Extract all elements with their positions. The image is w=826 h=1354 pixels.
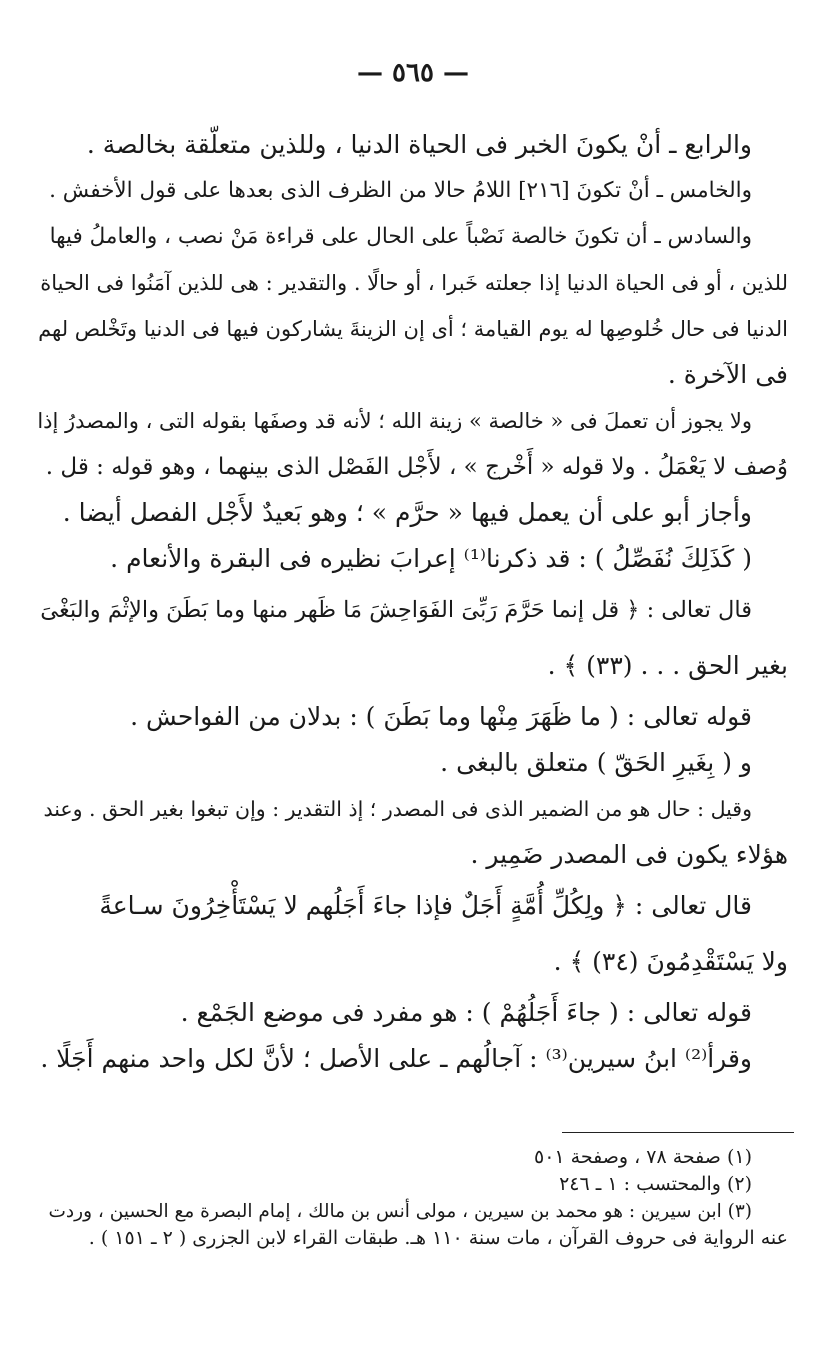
text-line: وأجاز أبو على أن يعمل فيها « حرَّم » ؛ وهو بَعيدٌ لأَجْل الفصل أيضا . [62, 498, 752, 527]
footnote-line: (١) صفحة ٧٨ ، وصفحة ٥٠١ [534, 1146, 752, 1168]
text-line: ( كَذَلِكَ نُفَصِّلُ ) : قد ذكرنا⁽¹⁾ إعرابَ نظيره فى البقرة والأنعام . [110, 544, 752, 573]
main-text [36, 122, 788, 1082]
text-line: وقيل : حال هو من الضمير الذى فى المصدر ؛ إذ التقدير : وإن تبغوا بغير الحق . وعند [43, 797, 752, 821]
quran-verse-line: بغير الحق . . . (٣٣) ﴾ . [547, 651, 788, 680]
footnote-divider [562, 1132, 794, 1133]
footnote-line: عنه الرواية فى حروف القرآن ، مات سنة ١١٠ هـ. طبقات القراء لابن الجزرى ( ٢ ـ ١٥١ ) . [88, 1227, 788, 1249]
footnote-line: (٢) والمحتسب : ١ ـ ٢٤٦ [559, 1173, 752, 1195]
quran-verse-line: ولا يَسْتَقْدِمُونَ (٣٤) ﴾ . [553, 947, 788, 976]
text-line: هؤلاء يكون فى المصدر ضَمِير . [470, 840, 788, 869]
text-line: و ( بِغَيرِ الحَقّ ) متعلق بالبغى . [440, 748, 752, 777]
text-line: وقرأ⁽²⁾ ابنُ سيرين⁽³⁾ : آجالُهم ـ على الأصل ؛ لأنَّ لكل واحد منهم أَجَلًا . [40, 1044, 752, 1073]
page-number: — ٥٦٥ — [356, 58, 470, 88]
text-line: وُصف لا يَعْمَلُ . ولا قوله « أَخْرج » ، لأَجْل الفَصْل الذى بينهما ، وهو قوله : قل . [45, 454, 788, 480]
text-line: فى الآخرة . [667, 360, 788, 389]
quran-verse-line: قال تعالى : ﴿ قل إنما حَرَّمَ رَبِّىَ الفَوَاحِشَ مَا ظَهر منها وما بَطَنَ والإثْمَ والبَغْىَ [40, 597, 752, 623]
text-line: والرابع ـ أنْ يكونَ الخبر فى الحياة الدنيا ، وللذين متعلّقة بخالصة . [86, 130, 752, 159]
text-line: الدنيا فى حال خُلوصِها له يوم القيامة ؛ أى إن الزينةَ يشاركون فيها فى الدنيا وتَخْلص لهم [38, 317, 788, 341]
text-line: ولا يجوز أن تعملَ فى « خالصة » زينة الله ؛ لأنه قد وصفَها بقوله التى ، والمصدرُ إذا [37, 409, 752, 433]
text-line: والخامس ـ أنْ تكونَ [٢١٦] اللامُ حالا من الظرف الذى بعدها على قول الأخفش . [49, 178, 752, 203]
footnotes [36, 1144, 788, 1252]
footnote-line: (٣) ابن سيرين : هو محمد بن سيرين ، مولى أنس بن مالك ، إمام البصرة مع الحسين ، وردت [48, 1201, 752, 1222]
text-line: قوله تعالى : ( جاءَ أَجَلُهُمْ ) : هو مفرد فى موضع الجَمْع . [180, 998, 752, 1027]
text-line: والسادس ـ أن تكونَ خالصة نَصْباً على الحال على قراءة مَنْ نصب ، والعاملُ فيها [49, 224, 752, 249]
text-line: قوله تعالى : ( ما ظَهَرَ مِنْها وما بَطَنَ ) : بدلان من الفواحش . [130, 702, 752, 731]
quran-verse-line: قال تعالى : ﴿ ولِكُلِّ أُمَّةٍ أَجَلٌ فإذا جاءَ أَجَلُهم لا يَسْتَأْخِرُونَ سـاعةً [99, 891, 752, 920]
text-line: للذين ، أو فى الحياة الدنيا إذا جعلته خَبرا ، أو حالًا . والتقدير : هى للذين آمَنُوا فى الحياة [40, 271, 788, 295]
